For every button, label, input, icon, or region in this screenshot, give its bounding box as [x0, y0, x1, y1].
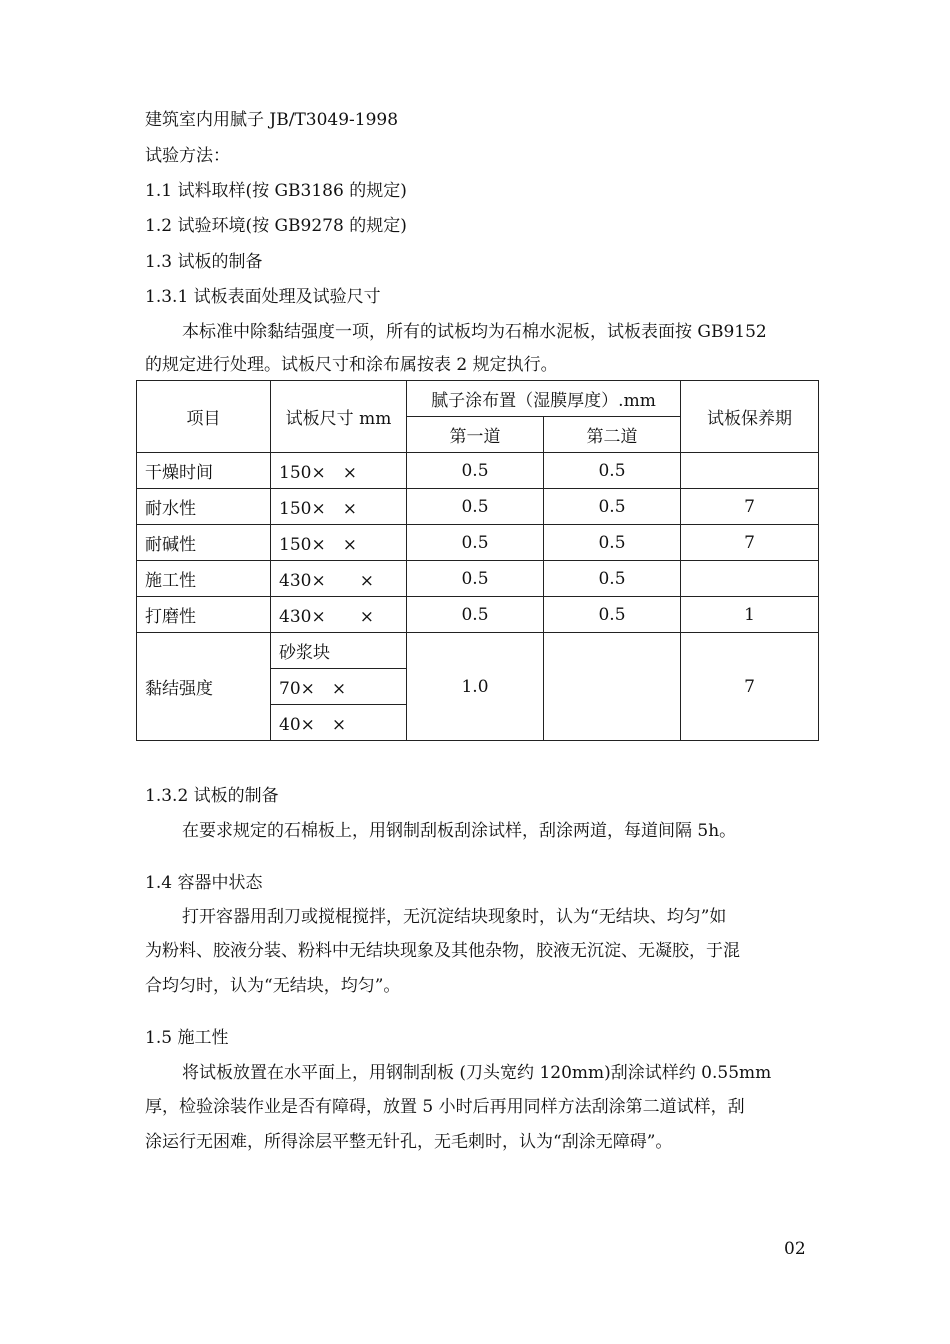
table-row — [137, 561, 819, 597]
cell-second: 0.5 — [544, 453, 681, 489]
cell-size: 430× × — [271, 597, 407, 633]
section-1-3-1: 1.3.1 试板表面处理及试验尺寸 — [145, 287, 381, 307]
cell-item: 施工性 — [137, 561, 271, 597]
table-row — [137, 633, 819, 669]
cell-cure: 7 — [681, 489, 819, 525]
header-item: 项目 — [137, 381, 271, 453]
cell-first: 0.5 — [407, 597, 544, 633]
table-row — [137, 453, 819, 489]
specimen-table — [136, 380, 819, 741]
table-row — [137, 489, 819, 525]
section-1-4-paragraph-line: 打开容器用刮刀或搅棍搅拌，无沉淀结块现象时，认为“无结块、均匀”如 — [182, 907, 727, 927]
section-1-3-2-paragraph-line: 在要求规定的石棉板上，用钢制刮板刮涂试样，刮涂两道，每道间隔 5h。 — [182, 821, 737, 841]
document-title: 建筑室内用腻子 JB/T3049-1998 — [145, 110, 399, 130]
cell-cure — [681, 561, 819, 597]
cell-first: 0.5 — [407, 489, 544, 525]
cell-second: 0.5 — [544, 525, 681, 561]
cell-second — [544, 633, 681, 741]
section-1-5: 1.5 施工性 — [145, 1028, 229, 1048]
cell-item: 干燥时间 — [137, 453, 271, 489]
section-1-4-paragraph-line: 为粉料、胶液分装、粉料中无结块现象及其他杂物，胶液无沉淀、无凝胶，于混 — [145, 941, 740, 961]
cell-size: 150× × — [271, 489, 407, 525]
cell-item: 打磨性 — [137, 597, 271, 633]
cell-first: 1.0 — [407, 633, 544, 741]
header-coating: 腻子涂布置（湿膜厚度）.mm — [407, 381, 681, 417]
section-1-5-paragraph-line: 厚，检验涂装作业是否有障碍，放置 5 小时后再用同样方法刮涂第二道试样，刮 — [145, 1097, 745, 1117]
cell-size: 150× × — [271, 453, 407, 489]
cell-size: 430× × — [271, 561, 407, 597]
cell-size: 砂浆块 — [271, 633, 407, 669]
cell-size: 40× × — [271, 705, 407, 741]
cell-first: 0.5 — [407, 453, 544, 489]
cell-first: 0.5 — [407, 561, 544, 597]
section-1-1: 1.1 试料取样(按 GB3186 的规定) — [145, 181, 407, 201]
cell-item: 黏结强度 — [137, 633, 271, 741]
section-1-4-paragraph-line: 合均匀时，认为“无结块，均匀”。 — [145, 976, 401, 996]
section-1-3-1-paragraph-line: 本标准中除黏结强度一项，所有的试板均为石棉水泥板，试板表面按 GB9152 — [182, 322, 767, 342]
cell-first: 0.5 — [407, 525, 544, 561]
header-second-coat: 第二道 — [544, 417, 681, 453]
table-row — [137, 597, 819, 633]
cell-second: 0.5 — [544, 489, 681, 525]
section-1-3-1-paragraph-line: 的规定进行处理。试板尺寸和涂布属按表 2 规定执行。 — [145, 355, 558, 375]
section-1-2: 1.2 试验环境(按 GB9278 的规定) — [145, 216, 407, 236]
section-1-4: 1.4 容器中状态 — [145, 873, 263, 893]
header-size: 试板尺寸 mm — [271, 381, 407, 453]
header-first-coat: 第一道 — [407, 417, 544, 453]
cell-item: 耐碱性 — [137, 525, 271, 561]
page-number: 02 — [784, 1239, 806, 1259]
section-1-3-2: 1.3.2 试板的制备 — [145, 786, 279, 806]
cell-size: 150× × — [271, 525, 407, 561]
cell-cure: 7 — [681, 525, 819, 561]
cell-cure: 7 — [681, 633, 819, 741]
cell-size: 70× × — [271, 669, 407, 705]
cell-second: 0.5 — [544, 597, 681, 633]
table-row — [137, 525, 819, 561]
section-1-5-paragraph-line: 涂运行无困难，所得涂层平整无针孔，无毛刺时，认为“刮涂无障碍”。 — [145, 1132, 673, 1152]
cell-item: 耐水性 — [137, 489, 271, 525]
section-1-3: 1.3 试板的制备 — [145, 252, 263, 272]
header-cure: 试板保养期 — [681, 381, 819, 453]
cell-cure — [681, 453, 819, 489]
cell-cure: 1 — [681, 597, 819, 633]
cell-second: 0.5 — [544, 561, 681, 597]
section-1-5-paragraph-line: 将试板放置在水平面上，用钢制刮板 (刀头宽约 120mm)刮涂试样约 0.55mm — [182, 1063, 772, 1083]
method-heading: 试验方法： — [145, 146, 230, 166]
